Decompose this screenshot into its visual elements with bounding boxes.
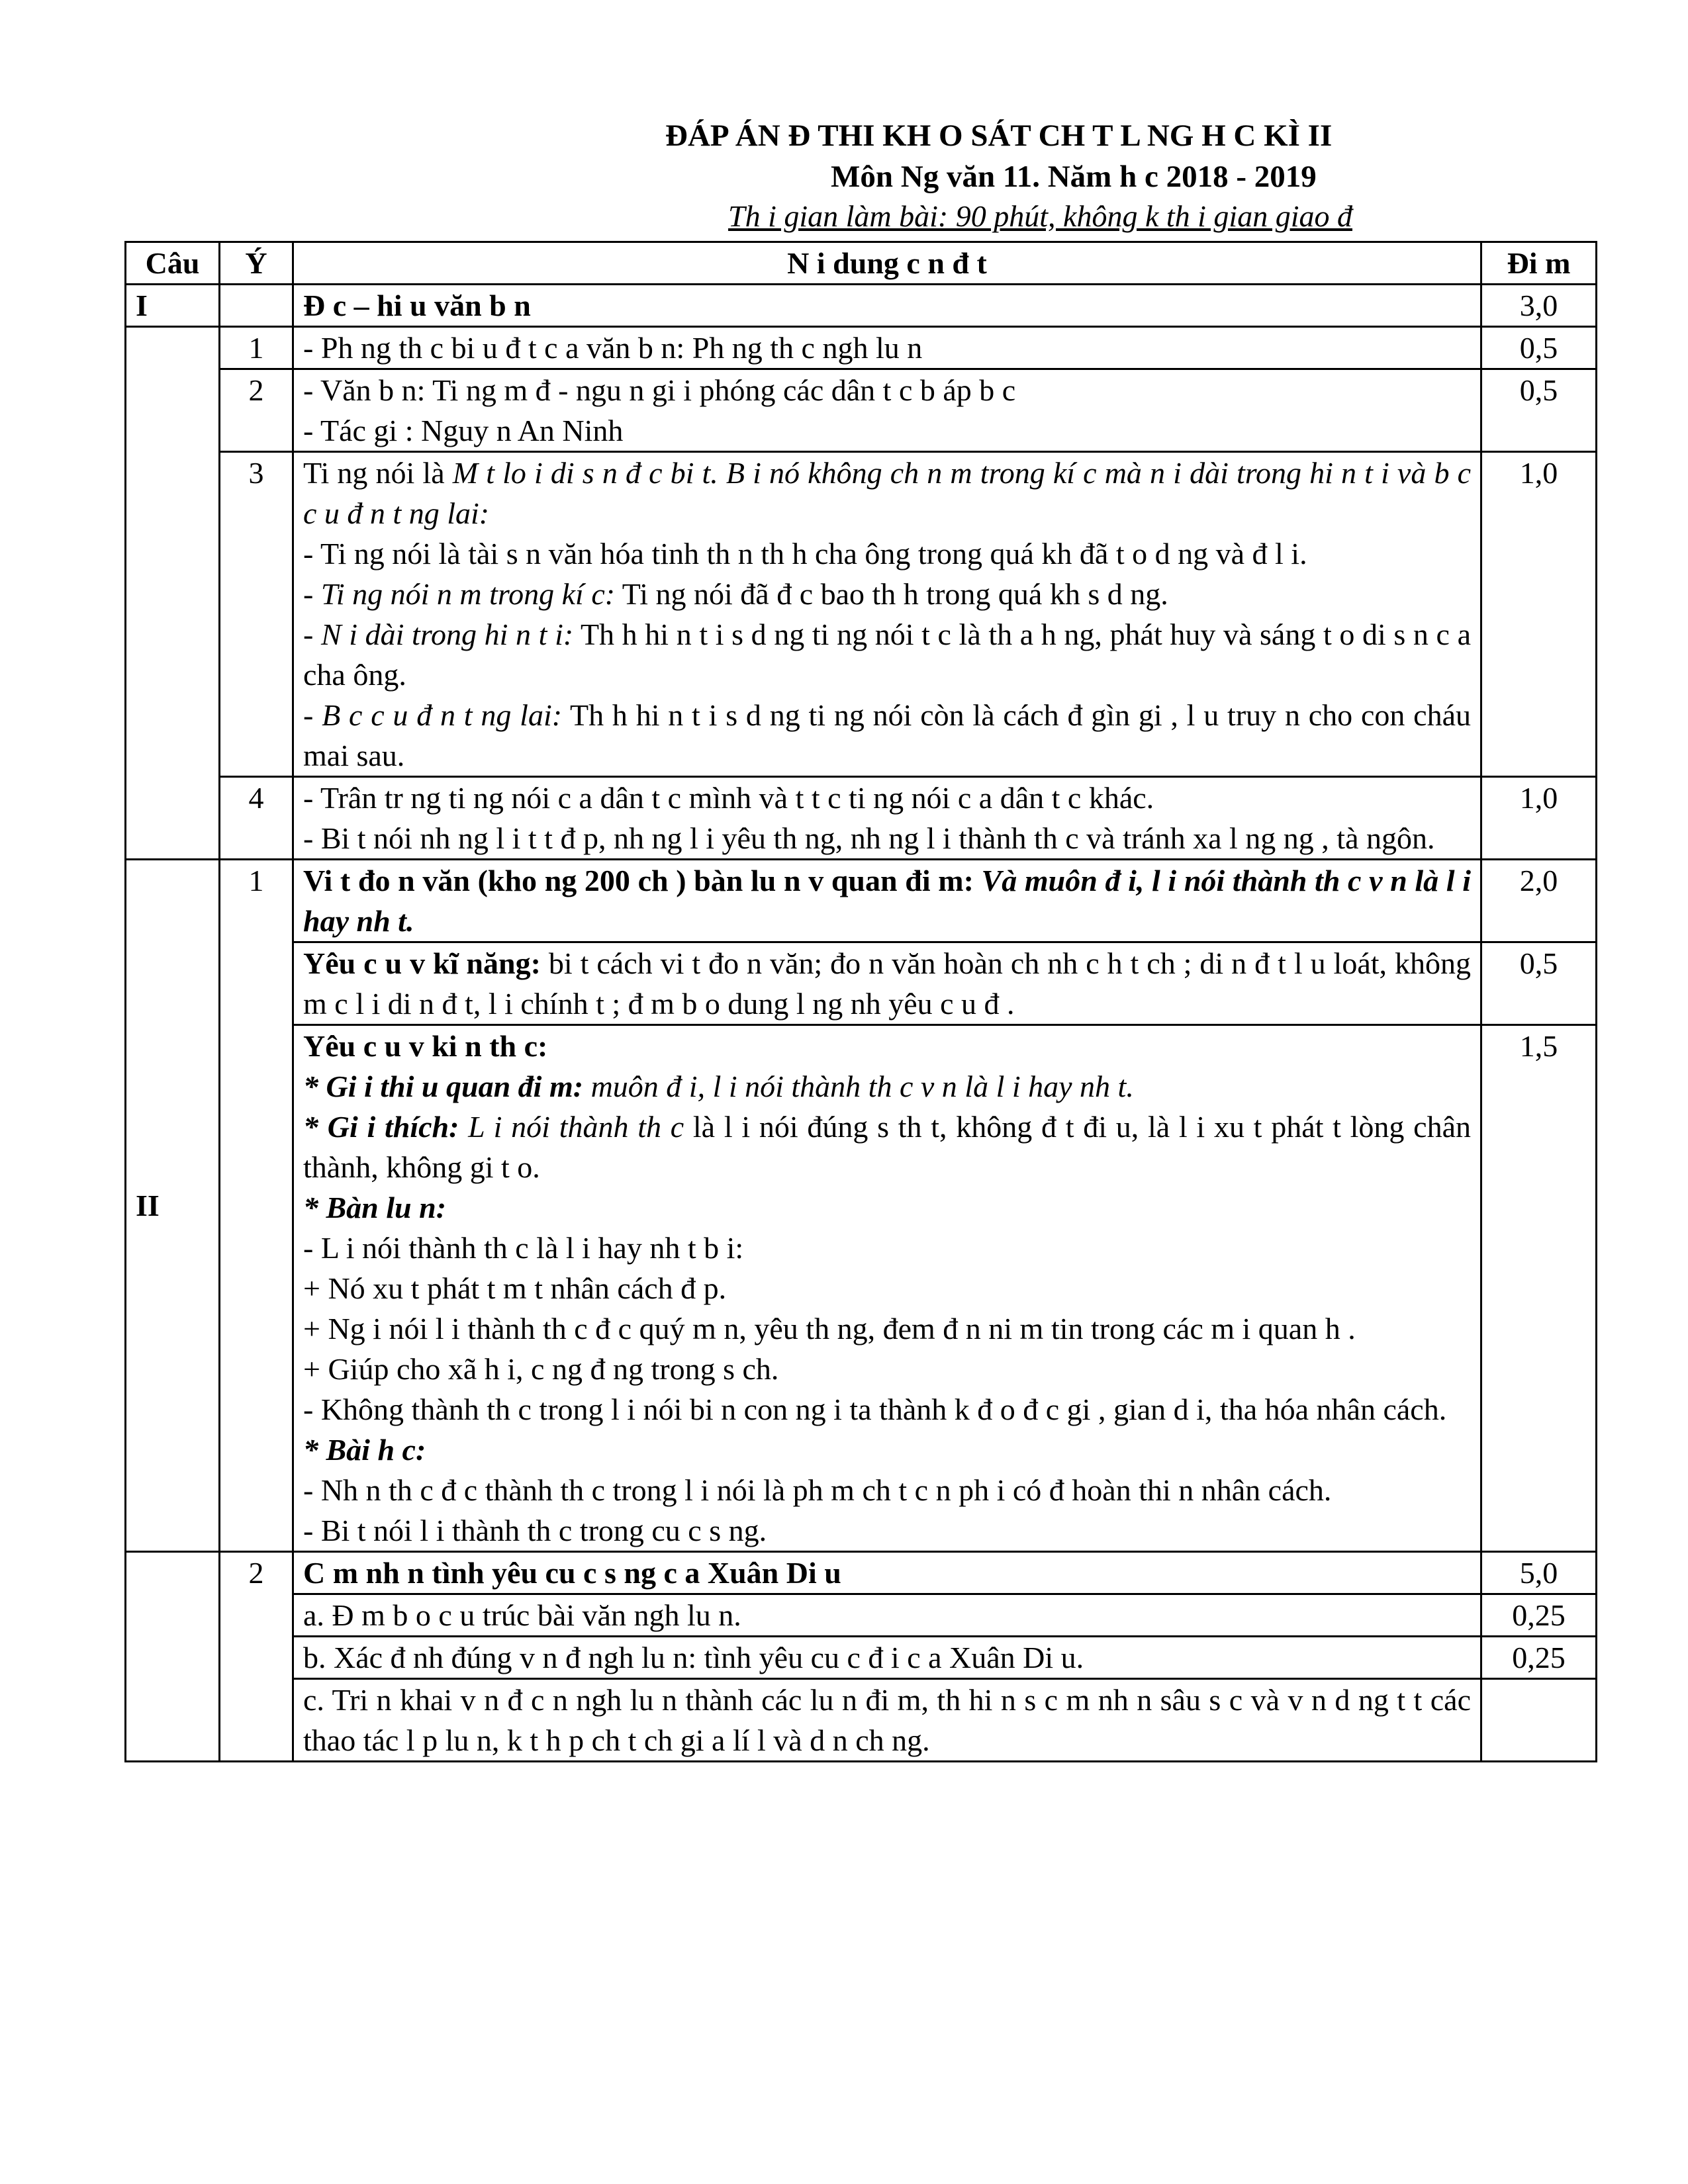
essay2-score: 5,0 [1481, 1552, 1597, 1594]
q3-content [293, 452, 1481, 777]
essay1-d2: + Nó xu t phát t m t nhân cách đ p. [303, 1271, 727, 1305]
table-row-q1 [126, 327, 1597, 369]
q3-line2 [303, 574, 1471, 614]
essay2-c [293, 1679, 1481, 1762]
essay1-lesson-label: * Bài h c: [303, 1433, 426, 1467]
essay2-title: C m nh n tình yêu cu c s ng c a Xuân Di u [293, 1552, 1481, 1594]
part1-score: 3,0 [1481, 285, 1597, 327]
essay1-explain-text: là l i nói đúng s th t, không đ t đi u, là l i xu t phát t lòng chân thành, không gi t o. [303, 1110, 1471, 1184]
table-row-essay1-skill [126, 942, 1597, 1025]
header-cau: Câu [126, 242, 220, 285]
part2-cau-span [126, 1552, 220, 1762]
document-subtitle: Môn Ng văn 11. Năm h c 2018 - 2019 [831, 159, 1317, 194]
essay1-skill-text: bi t cách vi t đo n văn; đo n văn hoàn ch nh c h t ch ; di n đ t l u loát, không m c l i di n đ t, l i chính t ; đ m b o dung l ng nh yêu c u đ . [303, 946, 1471, 1021]
q1-y: 1 [220, 327, 293, 369]
essay1-title [293, 860, 1481, 942]
q3-line4-italic: - B c c u đ n t ng lai: [303, 698, 563, 732]
table-row-essay2-c [126, 1679, 1597, 1762]
essay2-a: a. Đ m b o c u trúc bài văn ngh lu n. [293, 1594, 1481, 1637]
essay2-c-score [1481, 1679, 1597, 1762]
essay1-title-line [303, 860, 1471, 941]
essay1-l1: - Nh n th c đ c thành th c trong l i nói là ph m ch t c n ph i có đ hoàn thi n nhân cách. [303, 1473, 1332, 1507]
table-header-row [126, 242, 1597, 285]
part1-cau: I [126, 285, 220, 327]
part1-cau-span [126, 327, 220, 860]
essay1-explain [303, 1107, 1471, 1187]
essay2-c-text: c. Tri n khai v n đ c n ngh lu n thành các lu n đi m, th hi n s c m nh n sâu s c và v n d ng t t các thao tác l p lu n, k t h p ch t ch gi a lí l và d n ch ng. [303, 1683, 1471, 1757]
table-row-q3 [126, 452, 1597, 777]
essay1-explain-italic: L i nói thành th c [459, 1110, 684, 1144]
q3-line3-rest: Th h hi n t i s d ng ti ng nói t c là th a h ng, phát huy và sáng t o di s n c a cha ông. [303, 617, 1471, 692]
q3-y: 3 [220, 452, 293, 777]
essay1-d5: - Không thành th c trong l i nói bi n con ng i ta thành k đ o đ c gi , gian d i, tha hóa nhân cách. [303, 1392, 1447, 1426]
essay2-y: 2 [220, 1552, 293, 1762]
q2-line1: - Văn b n: Ti ng m đ - ngu n gi i phóng các dân t c b áp b c [303, 373, 1016, 407]
answer-table [124, 241, 1597, 1762]
essay1-d3: + Ng i nói l i thành th c đ c quý m n, yêu th ng, đem đ n ni m tin trong các m i quan h . [303, 1312, 1356, 1345]
q4-score: 1,0 [1481, 777, 1597, 860]
essay1-skill-score: 0,5 [1481, 942, 1597, 1025]
q1-score: 0,5 [1481, 327, 1597, 369]
q2-score: 0,5 [1481, 369, 1597, 452]
q2-line2: - Tác gi : Nguy n An Ninh [303, 414, 624, 447]
essay1-title-bold: Vi t đo n văn (kho ng 200 ch ) bàn lu n v quan đi m: [303, 864, 982, 897]
q3-intro-italic: M t lo i di s n đ c bi t. B i nó không ch n m trong kí c mà n i dài trong hi n t i và b c c u đ n t ng lai: [303, 456, 1471, 530]
essay1-intro [303, 1066, 1471, 1107]
essay1-explain-label: * Gi i thích: [303, 1110, 459, 1144]
q2-y: 2 [220, 369, 293, 452]
table-row-essay2-a [126, 1594, 1597, 1637]
header-content: N i dung c n đ t [293, 242, 1481, 285]
q3-line2-rest: Ti ng nói đã đ c bao th h trong quá kh s d ng. [615, 577, 1168, 611]
q3-intro [303, 453, 1471, 533]
essay1-skill-label: Yêu c u v kĩ năng: [303, 946, 541, 980]
table-row-q4 [126, 777, 1597, 860]
essay1-skill [293, 942, 1481, 1025]
q3-line2-italic: - Ti ng nói n m trong kí c: [303, 577, 616, 611]
essay1-y: 1 [220, 860, 293, 1552]
essay1-discuss-label: * Bàn lu n: [303, 1191, 447, 1224]
q3-score: 1,0 [1481, 452, 1597, 777]
table-row-q2 [126, 369, 1597, 452]
part1-empty [220, 285, 293, 327]
q4-content [293, 777, 1481, 860]
part1-title: Đ c – hi u văn b n [293, 285, 1481, 327]
table-row-essay2-title [126, 1552, 1597, 1594]
essay1-l2: - Bi t nói l i thành th c trong cu c s ng. [303, 1514, 767, 1547]
essay1-score: 2,0 [1481, 860, 1597, 942]
essay1-skill-line [303, 943, 1471, 1024]
time-note: Th i gian làm bài: 90 phút, không k th i gian giao đ [728, 199, 1352, 233]
essay1-title-quote: Và muôn đ i, l i nói thành th c v n là l i hay nh t. [303, 864, 1472, 938]
table-row-part1 [126, 285, 1597, 327]
essay1-intro-label: * Gi i thi u quan đi m: [303, 1069, 584, 1103]
essay1-knowledge-label: Yêu c u v ki n th c: [303, 1029, 548, 1063]
table-row-essay1-knowledge [126, 1025, 1597, 1552]
q3-line3 [303, 614, 1471, 695]
header-score: Đi m [1481, 242, 1597, 285]
q3-intro-plain: Ti ng nói là [303, 456, 453, 490]
q1-content [293, 327, 1481, 369]
header-y: Ý [220, 242, 293, 285]
essay1-knowledge [293, 1025, 1481, 1552]
part2-label: II [126, 860, 220, 1552]
essay2-a-score: 0,25 [1481, 1594, 1597, 1637]
essay2-b-score: 0,25 [1481, 1637, 1597, 1679]
q2-content [293, 369, 1481, 452]
document-title: ĐÁP ÁN Đ THI KH O SÁT CH T L NG H C KÌ II [665, 118, 1333, 153]
q3-line1: - Ti ng nói là tài s n văn hóa tinh th n th h cha ông trong quá kh đã t o d ng và đ l i. [303, 537, 1307, 570]
essay1-knowledge-score: 1,5 [1481, 1025, 1597, 1552]
q3-line4-rest: Th h hi n t i s d ng ti ng nói còn là cách đ gìn gi , l u truy n cho con cháu mai sau. [303, 698, 1471, 772]
essay1-intro-text: muôn đ i, l i nói thành th c v n là l i hay nh t. [583, 1069, 1134, 1103]
table-row-essay1-title [126, 860, 1597, 942]
q4-line1: - Trân tr ng ti ng nói c a dân t c mình và t t c ti ng nói c a dân t c khác. [303, 781, 1154, 815]
table-row-essay2-b [126, 1637, 1597, 1679]
q1-line1: - Ph ng th c bi u đ t c a văn b n: Ph ng th c ngh lu n [303, 331, 923, 365]
essay1-d1: - L i nói thành th c là l i hay nh t b i: [303, 1231, 744, 1265]
q3-line4 [303, 695, 1471, 776]
q4-y: 4 [220, 777, 293, 860]
q4-line2: - Bi t nói nh ng l i t t đ p, nh ng l i yêu th ng, nh ng l i thành th c và tránh xa l ng ng , tà ngôn. [303, 821, 1435, 855]
essay2-b: b. Xác đ nh đúng v n đ ngh lu n: tình yêu cu c đ i c a Xuân Di u. [293, 1637, 1481, 1679]
essay1-d4: + Giúp cho xã h i, c ng đ ng trong s ch. [303, 1352, 779, 1386]
q3-line3-italic: - N i dài trong hi n t i: [303, 617, 574, 651]
